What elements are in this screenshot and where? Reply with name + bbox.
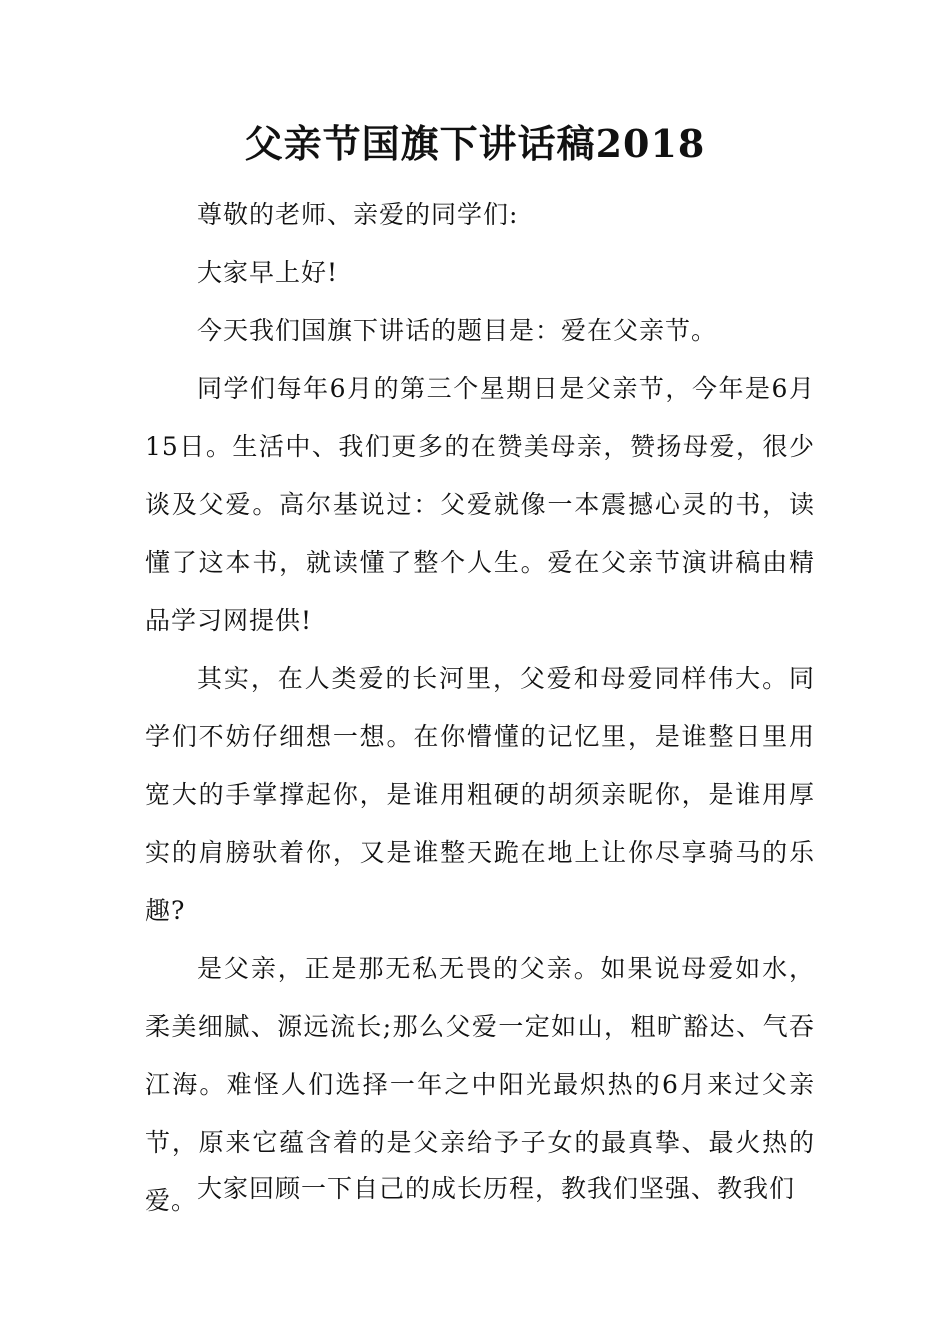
paragraph-fathers-love: 其实，在人类爱的长河里，父爱和母爱同样伟大。同学们不妨仔细想一想。在你懵懂的记忆里，是谁整日里用宽大的手掌撑起你，是谁用粗硬的胡须亲昵你，是谁用厚实的肩膀驮着你，又是谁整天跪在地上让你尽享骑马的乐趣? bbox=[145, 664, 815, 925]
paragraph-father-as-mountain: 是父亲，正是那无私无畏的父亲。如果说母爱如水，柔美细腻、源远流长;那么父爱一定如山，粗旷豁达、气吞江海。难怪人们选择一年之中阳光最炽热的6月来过父亲节，原来它蕴含着的是父亲给予子女的最真挚、最火热的爱。 bbox=[145, 954, 815, 1215]
paragraph-topic: 今天我们国旗下讲话的题目是：爱在父亲节。 bbox=[197, 316, 718, 345]
paragraph-growth-review: 大家回顾一下自己的成长历程，教我们坚强、教我们 bbox=[197, 1174, 796, 1203]
paragraph-greeting: 尊敬的老师、亲爱的同学们: bbox=[197, 200, 519, 229]
paragraph-fathers-day-date: 同学们每年6月的第三个星期日是父亲节，今年是6月15日。生活中、我们更多的在赞美母亲，赞扬母爱，很少谈及父爱。高尔基说过：父爱就像一本震撼心灵的书，读懂了这本书，就读懂了整个人生。爱在父亲节演讲稿由精品学习网提供! bbox=[145, 374, 815, 635]
paragraph-good-morning: 大家早上好! bbox=[197, 258, 339, 287]
document-title: 父亲节国旗下讲话稿2018 bbox=[244, 121, 706, 166]
